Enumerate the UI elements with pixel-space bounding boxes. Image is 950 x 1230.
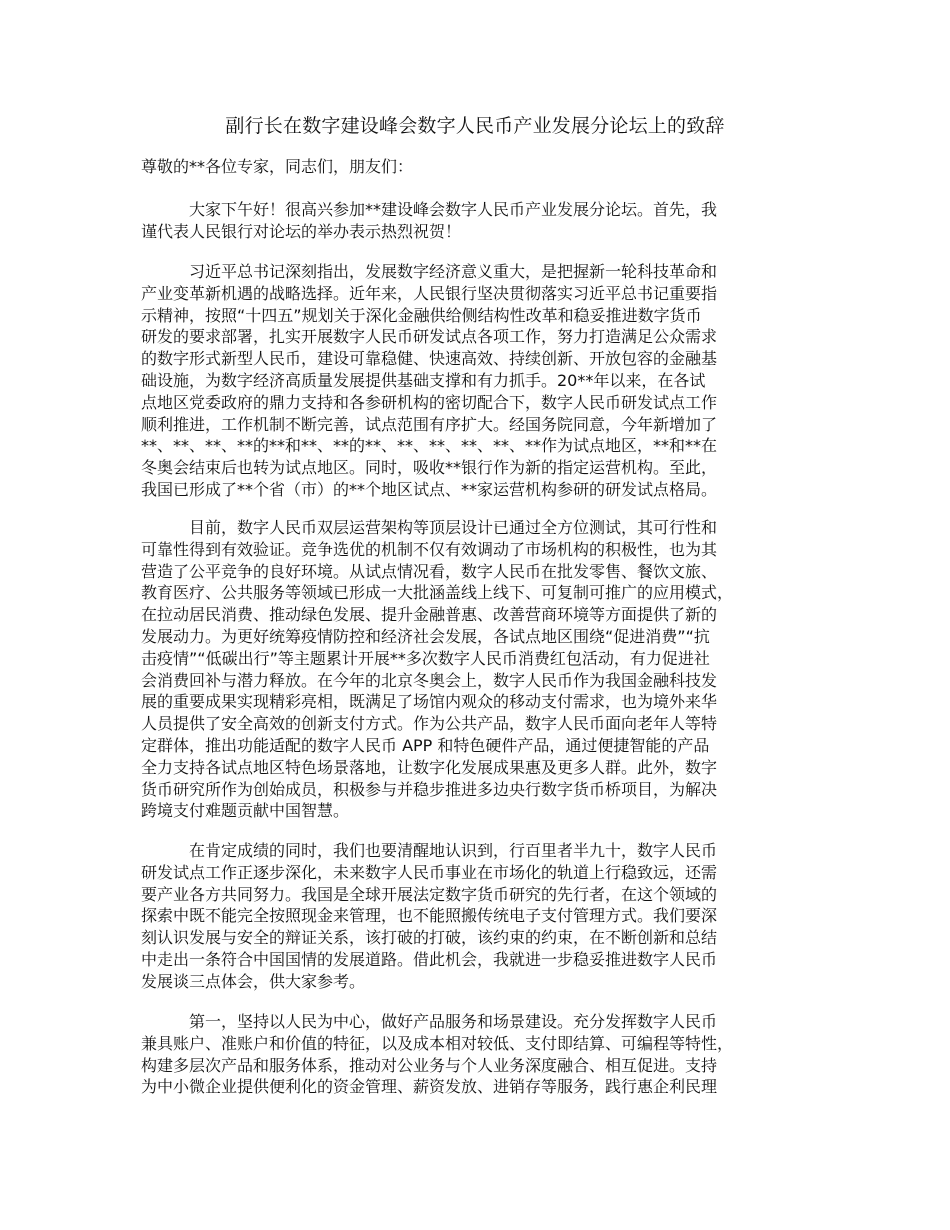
text-line: 示精神，按照“十四五”规划关于深化金融供给侧结构性改革和稳妥推进数字货币 (141, 305, 702, 325)
text-line: 全力支持各试点地区特色场景落地，让数字化发展成果惠及更多人群。此外，数字 (141, 757, 718, 777)
text-line: 顺利推进，工作机制不断完善，试点范围有序扩大。经国务院同意，今年新增加了 (141, 414, 718, 434)
text-line: 目前，数字人民币双层运营架构等顶层设计已通过全方位测试，其可行性和 (189, 518, 718, 537)
text-line: 教育医疗、公共服务等领域已形成一大批涵盖线上线下、可复制可推广的应用模式， (141, 583, 734, 603)
text-line: 发展谈三点体会，供大家参考。 (141, 971, 366, 991)
text-line: 大家下午好！很高兴参加**建设峰会数字人民币产业发展分论坛。首先，我 (189, 200, 718, 219)
text-line: 础设施，为数字经济高质量发展提供基础支撑和有力抓手。20**年以来，在各试 (141, 370, 706, 390)
text-line: 营造了公平竞争的良好环境。从试点情况看，数字人民币在批发零售、餐饮文旅、 (141, 561, 718, 581)
text-line: 兼具账户、准账户和价值的特征，以及成本相对较低、支付即结算、可编程等特性， (141, 1033, 734, 1053)
text-line: 的数字形式新型人民币，建设可靠稳健、快速高效、持续创新、开放包容的金融基 (141, 349, 718, 369)
paragraph-point-one (141, 1011, 813, 1098)
text-line: 展的重要成果实现精彩亮相，既满足了场馆内观众的移动支付需求，也为境外来华 (141, 692, 718, 712)
paragraph-greeting (141, 199, 813, 243)
text-line: 跨境支付难题贡献中国智慧。 (141, 801, 350, 821)
text-line: 探索中既不能完全按照现金来管理，也不能照搬传统电子支付管理方式。我们要深 (141, 906, 718, 926)
text-line: 会消费回补与潜力释放。在今年的北京冬奥会上，数字人民币作为我国金融科技发 (141, 670, 718, 690)
text-line: 我国已形成了**个省（市）的**个地区试点、**家运营机构参研的研发试点格局。 (141, 479, 718, 499)
text-line: 货币研究所作为创始成员，积极参与并稳步推进多边央行数字货币桥项目，为解决 (141, 779, 718, 799)
text-line: 定群体，推出功能适配的数字人民币 APP 和特色硬件产品，通过便捷智能的产品 (141, 735, 710, 755)
text-line: 中走出一条符合中国国情的发展道路。借此机会，我就进一步稳妥推进数字人民币 (141, 949, 718, 969)
salutation: 尊敬的**各位专家，同志们，朋友们： (141, 157, 414, 176)
text-line: 可靠性得到有效验证。竞争选优的机制不仅有效调动了市场机构的积极性，也为其 (141, 539, 718, 559)
text-line: 第一，坚持以人民为中心，做好产品服务和场景建设。充分发挥数字人民币 (189, 1012, 718, 1031)
text-line: 为中小微企业提供便利化的资金管理、薪资发放、进销存等服务，践行惠企利民理 (141, 1077, 718, 1097)
text-line: 产业变革新机遇的战略选择。近年来，人民银行坚决贯彻落实习近平总书记重要指 (141, 283, 718, 303)
text-line: 在拉动居民消费、推动绿色发展、提升金融普惠、改善营商环境等方面提供了新的 (141, 605, 718, 625)
text-line: 冬奥会结束后也转为试点地区。同时，吸收**银行作为新的指定运营机构。至此， (141, 458, 718, 478)
paragraph-pilot-results (141, 517, 813, 822)
text-line: 击疫情”“低碳出行”等主题累计开展**多次数字人民币消费红包活动，有力促进社 (141, 648, 710, 668)
paragraph-challenges (141, 840, 813, 993)
text-line: 研发试点工作正逐步深化，未来数字人民币事业在市场化的轨道上行稳致远，还需 (141, 862, 718, 882)
text-line: 研发的要求部署，扎实开展数字人民币研发试点各项工作，努力打造满足公众需求 (141, 327, 718, 347)
text-line: 谨代表人民银行对论坛的举办表示热烈祝贺！ (141, 221, 462, 241)
text-line: 要产业各方共同努力。我国是全球开展法定数字货币研究的先行者，在这个领域的 (141, 884, 718, 904)
text-line: 刻认识发展与安全的辩证关系，该打破的打破，该约束的约束，在不断创新和总结 (141, 928, 718, 948)
text-line: 发展动力。为更好统筹疫情防控和经济社会发展，各试点地区围绕“促进消费”“抗 (141, 626, 710, 646)
paragraph-digital-economy (141, 261, 813, 501)
text-line: 人员提供了安全高效的创新支付方式。作为公共产品，数字人民币面向老年人等特 (141, 714, 718, 734)
text-line: 点地区党委政府的鼎力支持和各参研机构的密切配合下，数字人民币研发试点工作 (141, 392, 718, 412)
text-line: 构建多层次产品和服务体系，推动对公业务与个人业务深度融合、相互促进。支持 (141, 1055, 718, 1075)
text-line: 习近平总书记深刻指出，发展数字经济意义重大，是把握新一轮科技革命和 (189, 262, 718, 281)
text-line: 在肯定成绩的同时，我们也要清醒地认识到，行百里者半九十，数字人民币 (189, 841, 718, 860)
document-title: 副行长在数字建设峰会数字人民币产业发展分论坛上的致辞 (225, 115, 725, 137)
text-line: **、**、**、**的**和**、**的**、**、**、**、**、**作为试点地区，**和**在 (141, 436, 718, 456)
